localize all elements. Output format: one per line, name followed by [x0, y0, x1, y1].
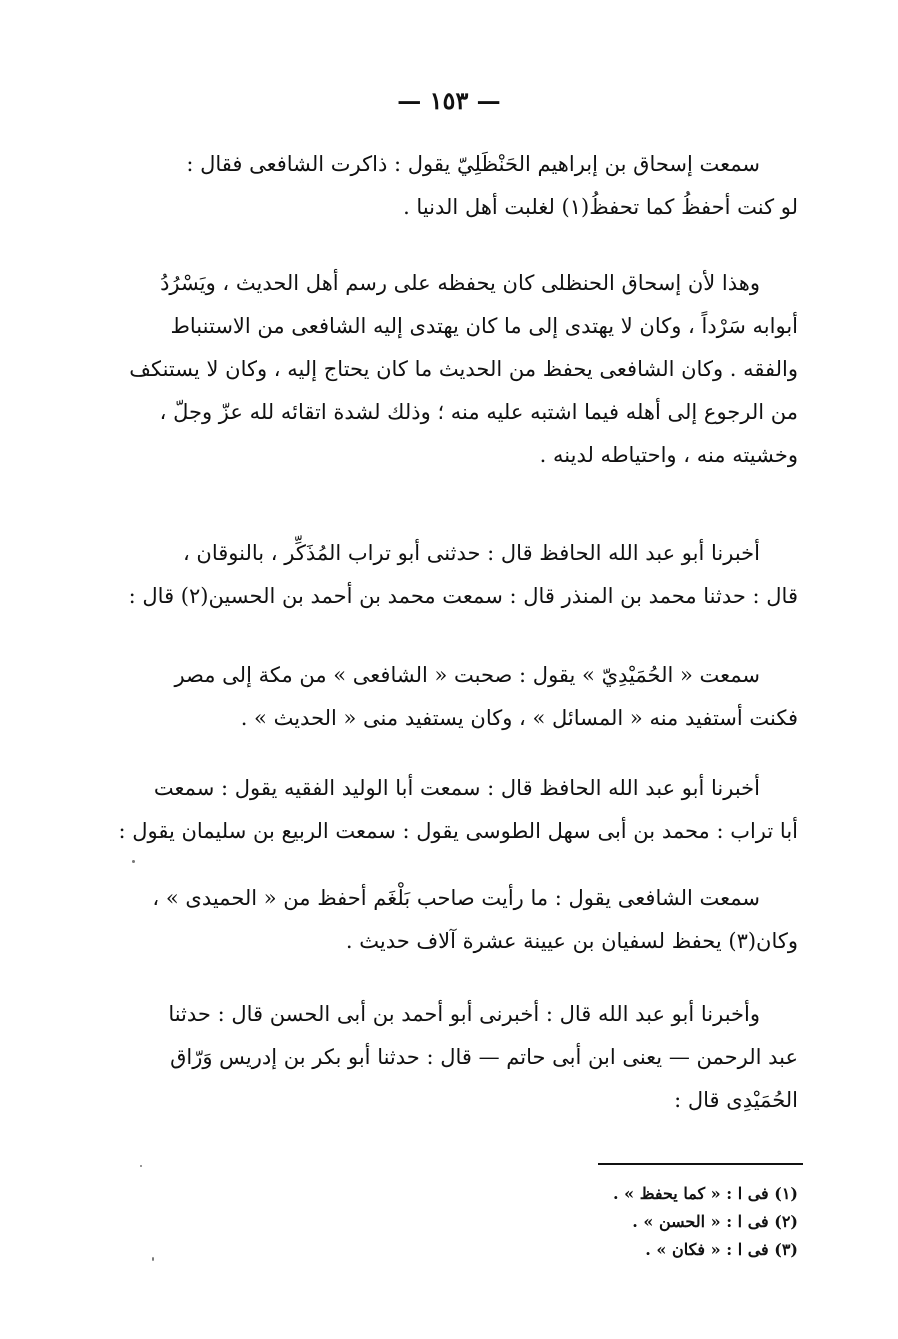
text-line: وهذا لأن إسحاق الحنظلى كان يحفظه على رسم أهل الحديث ، ويَسْرُدُ [160, 271, 760, 295]
footnote-2: (٢) فى ا : « الحسن » . [632, 1212, 798, 1231]
text-line: وكان(٣) يحفظ لسفيان بن عيينة عشرة آلاف حديث . [345, 929, 798, 953]
footnotes [500, 1180, 798, 1264]
scan-speck [132, 860, 135, 863]
text-line: أبوابه سَرْداً ، وكان لا يهتدى إلى ما كان يهتدى إليه الشافعى من الاستنباط [170, 314, 798, 338]
paragraph-isnad-3 [118, 993, 798, 1122]
text-line: لو كنت أحفظُ كما تحفظُ(١) لغلبت أهل الدنيا . [403, 195, 798, 219]
text-line: الحُمَيْدِى قال : [674, 1088, 798, 1112]
paragraph-ishaq-quote [118, 143, 798, 229]
text-line: فكنت أستفيد منه « المسائل » ، وكان يستفيد منى « الحديث » . [240, 706, 798, 730]
paragraph-isnad-1 [118, 532, 798, 618]
text-line: وأخبرنا أبو عبد الله قال : أخبرنى أبو أحمد بن أبى الحسن قال : حدثنا [168, 1002, 760, 1026]
text-line: أخبرنا أبو عبد الله الحافظ قال : سمعت أبا الوليد الفقيه يقول : سمعت [153, 776, 760, 800]
scan-speck [152, 1257, 154, 1261]
paragraph-humaydi-quote [118, 654, 798, 740]
text-line: من الرجوع إلى أهله فيما اشتبه عليه منه ؛ وذلك لشدة اتقائه لله عزّ وجلّ ، [159, 400, 798, 424]
text-line: سمعت الشافعى يقول : ما رأيت صاحب بَلْغَم أحفظ من « الحميدى » ، [152, 886, 760, 910]
text-line: سمعت إسحاق بن إبراهيم الحَنْظَلِيّ يقول : ذاكرت الشافعى فقال : [186, 152, 760, 176]
text-line: عبد الرحمن — يعنى ابن أبى حاتم — قال : حدثنا أبو بكر بن إدريس وَرّاق [170, 1045, 798, 1069]
paragraph-explanation [118, 262, 798, 477]
footnote-1: (١) فى ا : « كما يحفظ » . [612, 1184, 798, 1203]
paragraph-shafii-quote [118, 877, 798, 963]
footnote-3: (٣) فى ا : « فكان » . [645, 1240, 798, 1259]
text-line: قال : حدثنا محمد بن المنذر قال : سمعت محمد بن أحمد بن الحسين(٢) قال : [128, 584, 798, 608]
paragraph-isnad-2 [118, 767, 798, 853]
text-line: أبا تراب : محمد بن أبى سهل الطوسى يقول : سمعت الربيع بن سليمان يقول : [118, 819, 798, 843]
text-line: سمعت « الحُمَيْدِيّ » يقول : صحبت « الشافعى » من مكة إلى مصر [174, 663, 760, 687]
text-line: وخشيته منه ، واحتياطه لدينه . [539, 443, 798, 467]
text-line: والفقه . وكان الشافعى يحفظ من الحديث ما كان يحتاج إليه ، وكان لا يستنكف [129, 357, 798, 381]
scan-speck [140, 1165, 142, 1167]
text-line: أخبرنا أبو عبد الله الحافظ قال : حدثنى أبو تراب المُذَكِّر ، بالنوقان ، [182, 541, 760, 565]
footnote-separator [598, 1163, 803, 1165]
page-number: — ١٥٣ — [397, 86, 501, 115]
